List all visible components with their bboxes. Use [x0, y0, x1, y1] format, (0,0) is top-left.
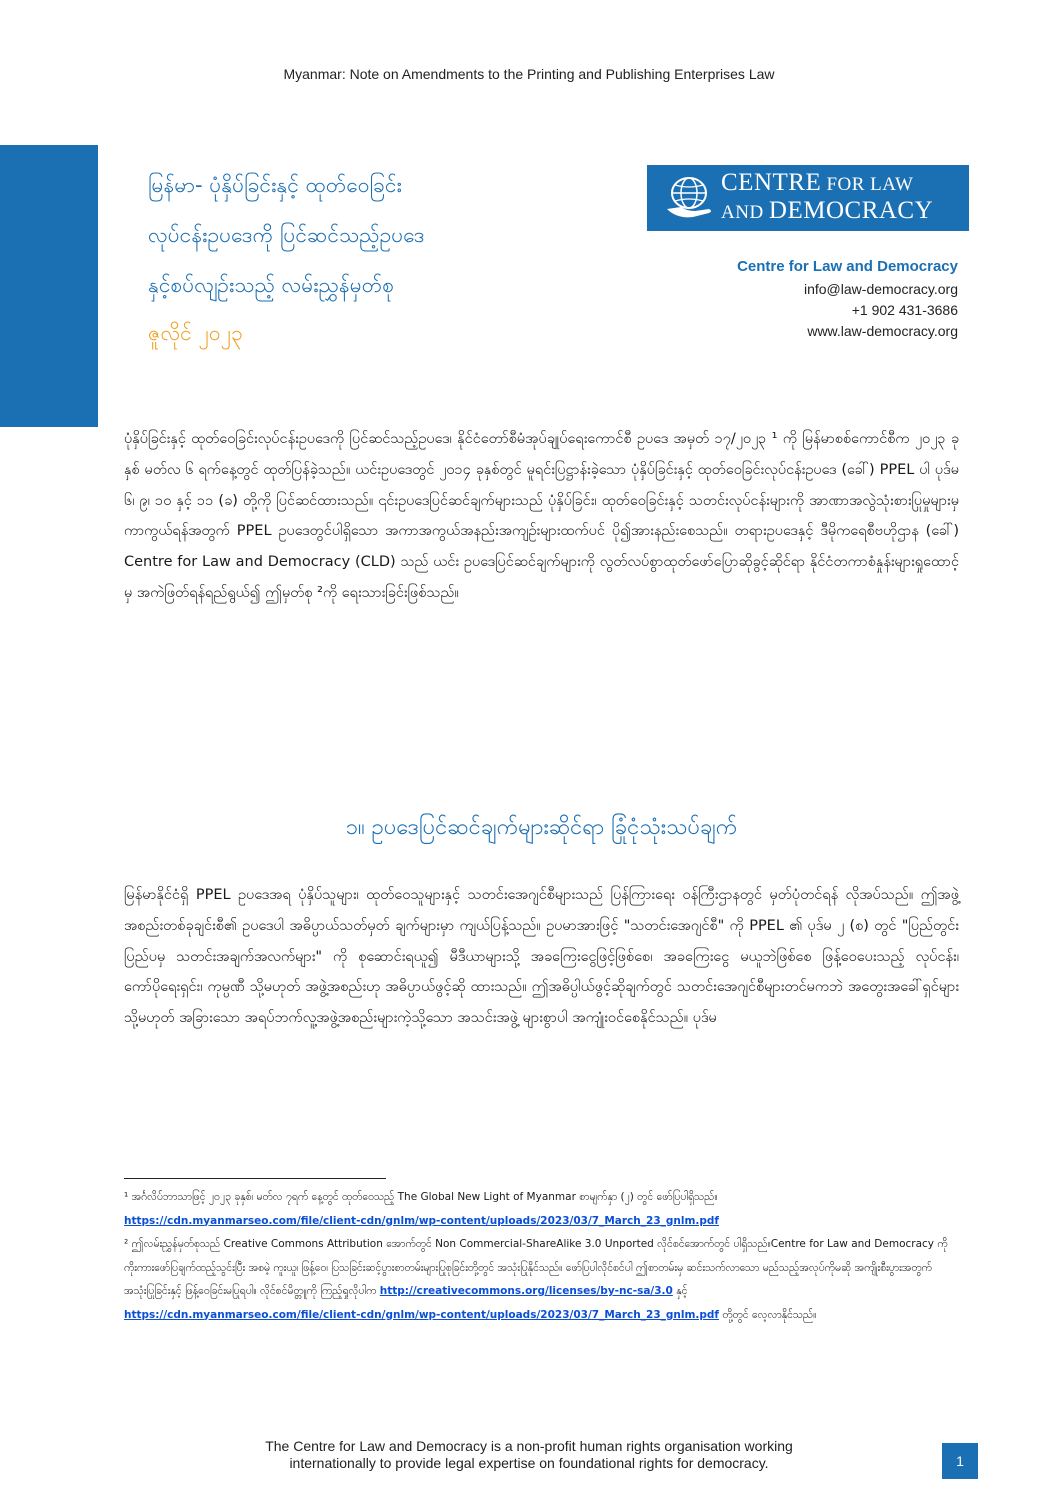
- footnote-1: [124, 1186, 959, 1233]
- footer-description: [0, 1438, 1058, 1472]
- footnote-2-mid: နှင့်: [672, 1285, 688, 1297]
- footnote-2-source-link[interactable]: https://cdn.myanmarseo.com/file/client-cdn/gnlm/wp-content/uploads/2023/03/7_March_23_gnlm.pdf: [124, 1308, 719, 1321]
- contact-email[interactable]: info@law-democracy.org: [803, 281, 958, 297]
- footnote-1-text: ¹ အင်္ဂလိပ်ဘာသာဖြင့် ၂၀၂၃ ခုနှစ်၊ မတ်လ ၇ရက် နေ့တွင် ထုတ်ဝေသည့် The Global New Light of Myanmar စာမျက်နှာ (၂) တွင် ဖော်ပြပါရှိသည်။: [124, 1191, 718, 1203]
- logo-word-centre: CENTRE: [721, 169, 822, 196]
- section-1-paragraph: မြန်မာနိုင်ငံရှိ PPEL ဥပဒေအရ ပုံနှိပ်သူများ၊ ထုတ်ဝေသူများနှင့် သတင်းအေဂျင်စီများသည် ပြန်ကြားရေး ဝန်ကြီးဌာနတွင် မှတ်ပုံတင်ရန် လိုအပ်သည်။ ဤအဖွဲ့အစည်းတစ်ခုချင်းစီ၏ ဥပဒေပါ အဓိပ္ပာယ်သတ်မှတ် ချက်များမှာ ကျယ်ပြန့်သည်။ ဥပမာအားဖြင့် "သတင်းအေဂျင်စီ" ကို PPEL ၏ ပုဒ်မ ၂ (စ) တွင် "ပြည်တွင်း ပြည်ပမှ သတင်းအချက်အလက်များ" ကို စုဆောင်းရယူ၍ မီဒီယာများသို့ အခကြေးငွေဖြင့်ဖြစ်စေ၊ အခကြေးငွေ မယူဘဲဖြစ်စေ ဖြန့်ဝေပေးသည့် လုပ်ငန်း၊ ကော်ပိုရေးရှင်း၊ ကုမ္ပဏီ သို့မဟုတ် အဖွဲ့အစည်းဟု အဓိပ္ပာယ်ဖွင့်ဆို ထားသည်။ ဤအဓိပ္ပါယ်ဖွင့်ဆိုချက်တွင် သတင်းအေဂျင်စီများတင်မကဘဲ အတွေးအခေါ်ရှင်များ သို့မဟုတ် အခြားသော အရပ်ဘက်လူ့အဖွဲ့အစည်းများကဲ့သို့သော အသင်းအဖွဲ့ များစွာပါ အကျုံးဝင်စေနိုင်သည်။ ပုဒ်မ: [124, 887, 959, 1027]
- contact-organization: Centre for Law and Democracy: [737, 258, 958, 275]
- footer-line-2: internationally to provide legal expertise on foundational rights for democracy.: [289, 1455, 769, 1471]
- logo-word-and: AND: [721, 202, 769, 223]
- title-line-1: မြန်မာ- ပုံနှိပ်ခြင်းနှင့် ထုတ်ဝေခြင်း: [148, 173, 402, 197]
- logo-wordmark: [721, 170, 933, 226]
- section-1-heading: ၁။ ဥပဒေပြင်ဆင်ချက်များဆိုင်ရာ ခြုံငုံသုံးသပ်ချက်: [345, 815, 738, 840]
- cld-logo: [647, 165, 969, 231]
- footnote-2: [124, 1233, 959, 1327]
- logo-word-for-law: FOR LAW: [821, 174, 914, 195]
- side-accent-bar: [0, 145, 98, 427]
- footer-line-1: The Centre for Law and Democracy is a non-profit human rights organisation working: [265, 1438, 793, 1454]
- document-date: ဇူလိုင် ၂၀၂၃: [148, 321, 243, 345]
- footnote-2-end: တို့တွင် လေ့လာနိုင်သည်။: [719, 1308, 817, 1321]
- document-title: [148, 160, 548, 310]
- footnote-2-text: ² ဤလမ်းညွှန်မှတ်စုသည် Creative Commons Attribution အောက်တွင် Non Commercial-ShareAlike 3.0 Unported လိုင်စင်အောက်တွင် ပါရှိသည်။Centre for Law and Democracy ကို ကိုးကားဖော်ပြချက်ထည့်သွင်းပြီး အစမဲ့ ကူးယူ၊ ဖြန့်ဝေ၊ ပြသခြင်းဆင့်ပွားစာတမ်းများပြုစုခြင်းတို့တွင် အသုံးပြုနိုင်သည်။ ဖော်ပြပါလိုင်စင်ပါ ဤစာတမ်းမှ ဆင်းသက်လာသော မည်သည့်အလုပ်ကိုမဆို အကျိုးစီးပွားအတွက် အသုံးပြုခြင်းနှင့် ဖြန့်ဝေခြင်းမပြုရပါ။ လိုင်စင်မိတ္တူကို ကြည့်ရှုလိုပါက: [124, 1238, 948, 1297]
- footnote-1-link[interactable]: https://cdn.myanmarseo.com/file/client-cdn/gnlm/wp-content/uploads/2023/03/7_March_23_gnlm.pdf: [124, 1214, 719, 1227]
- intro-paragraph: ပုံနှိပ်ခြင်းနှင့် ထုတ်ဝေခြင်းလုပ်ငန်းဥပဒေကို ပြင်ဆင်သည့်ဥပဒေ၊ နိုင်ငံတော်စီမံအုပ်ချုပ်ရေးကောင်စီ ဥပဒေ အမှတ် ၁၇/၂၀၂၃ ¹ ကို မြန်မာစစ်ကောင်စီက ၂၀၂၃ ခုနှစ် မတ်လ ၆ ရက်နေ့တွင် ထုတ်ပြန်ခဲ့သည်။ ယင်းဥပဒေတွင် ၂၀၁၄ ခုနှစ်တွင် မူရင်းပြဋ္ဌာန်းခဲ့သော ပုံနှိပ်ခြင်းနှင့် ထုတ်ဝေခြင်းလုပ်ငန်းဥပဒေ (ခေါ်) PPEL ပါ ပုဒ်မ ၆၊ ၉၊ ၁၀ နှင့် ၁၁ (ခ) တို့ကို ပြင်ဆင်ထားသည်။ ၎င်းဥပဒေပြင်ဆင်ချက်များသည် ပုံနှိပ်ခြင်း၊ ထုတ်ဝေခြင်းနှင့် သတင်းလုပ်ငန်းများကို အာဏာအလွဲသုံးစားပြုမှုများမှ ကာကွယ်ရန်အတွက် PPEL ဥပဒေတွင်ပါရှိသော အကာအကွယ်အနည်းအကျဉ်းများထက်ပင် ပို၍အားနည်းစေသည်။ တရားဥပဒေနှင့် ဒီမိုကရေစီဗဟိုဌာန (ခေါ်) Centre for Law and Democracy (CLD) သည် ယင်း ဥပဒေပြင်ဆင်ချက်များကို လွတ်လပ်စွာထုတ်ဖော်ပြောဆိုခွင့်ဆိုင်ရာ နိုင်ငံတကာစံနှုန်းများရှုထောင့်မှ အကဲဖြတ်ရန်ရည်ရွယ်၍ ဤမှတ်စု ²ကို ရေးသားခြင်းဖြစ်သည်။: [124, 431, 959, 601]
- title-line-3: နှင့်စပ်လျဉ်းသည့် လမ်းညွှန်မှတ်စု: [148, 273, 395, 297]
- footnote-divider: [124, 1178, 386, 1179]
- footnotes: [124, 1186, 959, 1327]
- contact-block: [737, 255, 958, 342]
- contact-website[interactable]: www.law-democracy.org: [807, 323, 958, 339]
- title-line-2: လုပ်ငန်းဥပဒေကို ပြင်ဆင်သည့်ဥပဒေ: [148, 223, 425, 247]
- contact-phone: +1 902 431-3686: [851, 302, 958, 318]
- running-header: Myanmar: Note on Amendments to the Printing and Publishing Enterprises Law: [283, 66, 775, 82]
- page-number: 1: [942, 1443, 978, 1479]
- globe-hand-icon: [663, 175, 715, 221]
- logo-word-democracy: DEMOCRACY: [768, 197, 934, 224]
- footnote-2-license-link[interactable]: http://creativecommons.org/licenses/by-nc-sa/3.0: [379, 1285, 673, 1297]
